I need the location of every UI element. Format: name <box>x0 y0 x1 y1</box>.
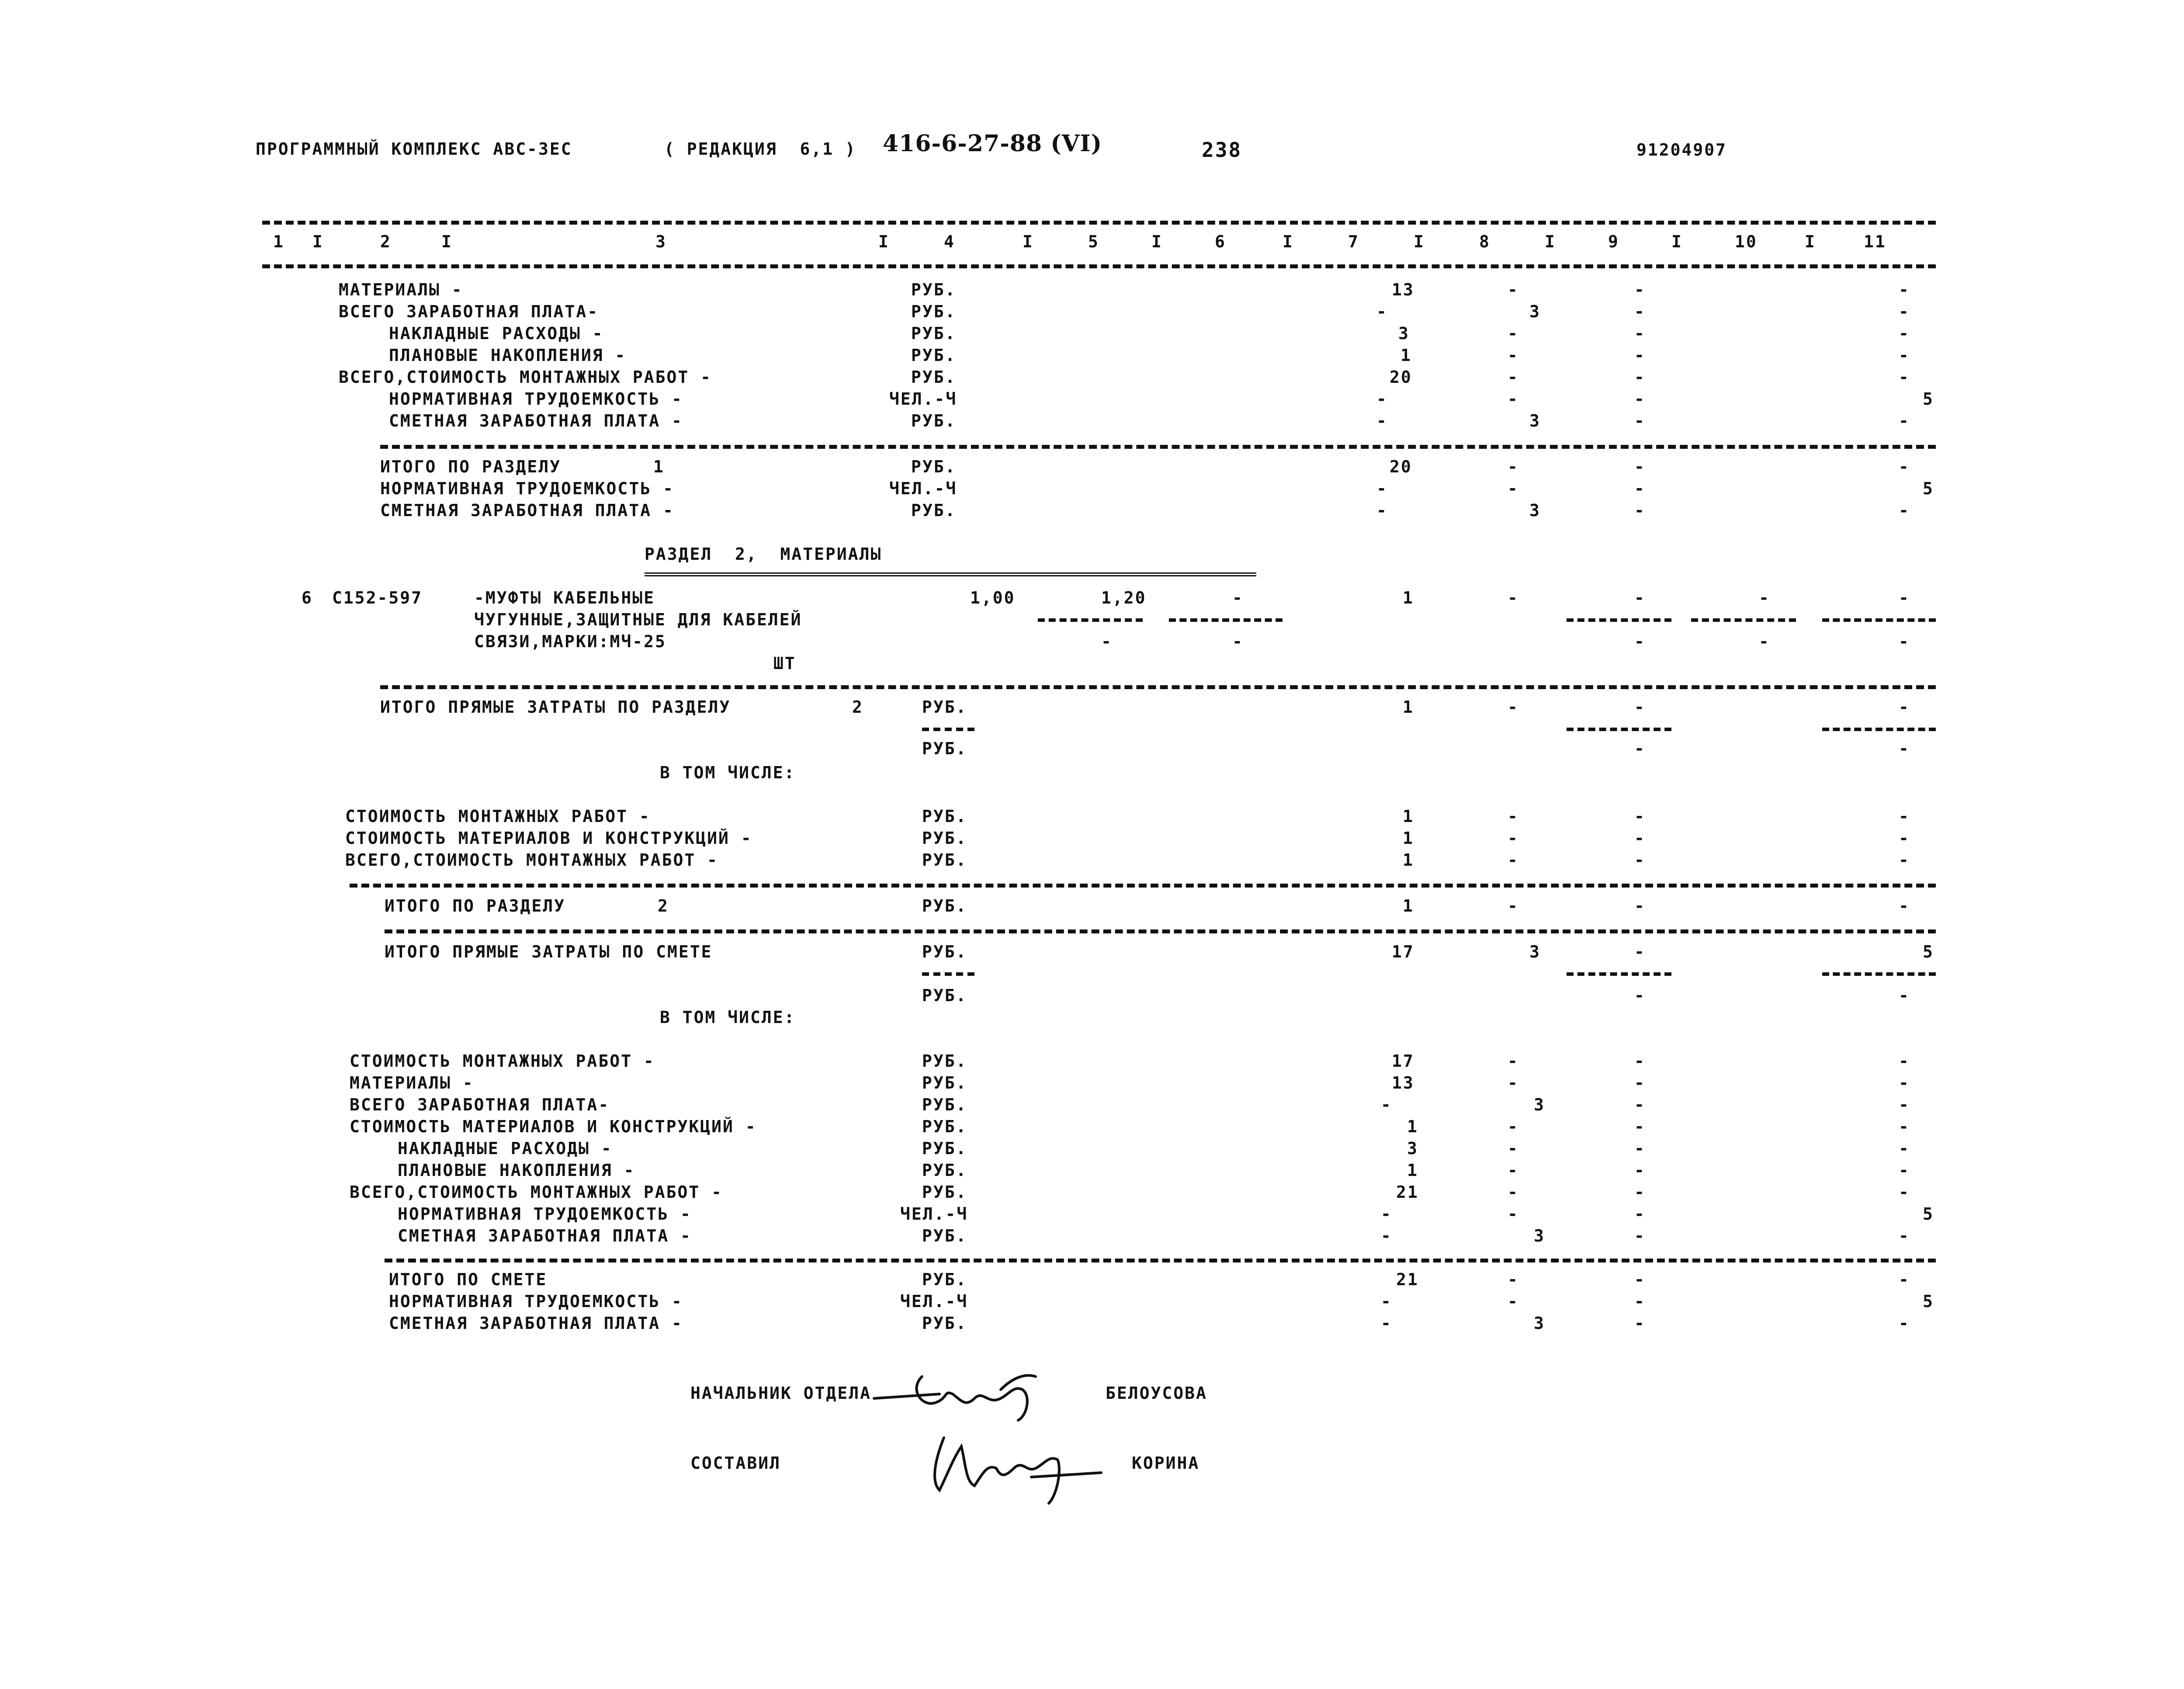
cell-col9: - <box>1634 389 1646 409</box>
cell-col8: - <box>1508 479 1519 498</box>
head-of-department-name: БЕЛОУСОВА <box>1106 1384 1207 1403</box>
rule <box>645 572 1256 576</box>
cell-col11: - <box>1899 829 1910 848</box>
row-unit: РУБ. <box>922 1117 967 1136</box>
item-number: 6 <box>302 588 313 607</box>
page-number: 238 <box>1202 138 1242 162</box>
cell-col7: - <box>1381 1204 1392 1224</box>
cell-col8: 3 <box>1529 411 1541 430</box>
row-label: СТОИМОСТЬ МОНТАЖНЫХ РАБОТ - <box>345 807 651 826</box>
cell-col9: - <box>1634 1095 1646 1114</box>
row-unit: РУБ. <box>922 850 967 870</box>
col-sep: I <box>1414 232 1425 251</box>
cell-col7: 13 <box>1392 280 1414 299</box>
cell-col9: - <box>1634 368 1646 387</box>
cell-col11: - <box>1899 1139 1910 1158</box>
cell-col9: - <box>1634 501 1646 520</box>
cell-col9: - <box>1634 807 1646 826</box>
signature-head <box>870 1363 1071 1429</box>
cell-col8: - <box>1508 697 1519 717</box>
cell-col11: - <box>1899 850 1910 870</box>
cell-col9: - <box>1634 896 1646 916</box>
cell-col11: - <box>1899 280 1910 299</box>
item-name-line: ЧУГУННЫЕ,ЗАЩИТНЫЕ ДЛЯ КАБЕЛЕЙ <box>474 610 802 629</box>
item-name-line: -МУФТЫ КАБЕЛЬНЫЕ <box>474 588 655 607</box>
col-sep: I <box>878 232 890 251</box>
row-label: СТОИМОСТЬ МОНТАЖНЫХ РАБОТ - <box>350 1051 655 1071</box>
cell-col8: - <box>1508 280 1519 299</box>
col-sep: I <box>441 232 453 251</box>
col-sep: I <box>1151 232 1163 251</box>
cell-col7: 1 <box>1403 697 1414 717</box>
cell-col11: - <box>1899 1270 1910 1289</box>
row-label: ВСЕГО,СТОИМОСТЬ МОНТАЖНЫХ РАБОТ - <box>345 850 718 870</box>
cell-col11: - <box>1899 368 1910 387</box>
cell-col9: - <box>1634 302 1646 321</box>
row-label: МАТЕРИАЛЫ - <box>339 280 463 299</box>
col-num-10: 10 <box>1735 232 1758 251</box>
row-unit: РУБ. <box>911 324 957 343</box>
rule <box>1169 618 1283 622</box>
cell-col10: - <box>1759 632 1770 651</box>
cell-col11: 5 <box>1923 1292 1934 1311</box>
signature-compiler <box>918 1420 1119 1508</box>
col-num-9: 9 <box>1608 232 1619 251</box>
cell-col11: - <box>1899 632 1910 651</box>
row-label: НОРМАТИВНАЯ ТРУДОЕМКОСТЬ - <box>380 479 674 498</box>
cell-col9: - <box>1634 1292 1646 1311</box>
row-unit: РУБ. <box>922 986 967 1005</box>
row-label: СМЕТНАЯ ЗАРАБОТНАЯ ПЛАТА - <box>398 1226 692 1245</box>
row-unit: РУБ. <box>922 1183 967 1202</box>
row-label: ВСЕГО ЗАРАБОТНАЯ ПЛАТА- <box>350 1095 610 1114</box>
cell-col8: - <box>1508 457 1519 476</box>
row-label: ИТОГО ПРЯМЫЕ ЗАТРАТЫ ПО СМЕТЕ <box>385 942 713 961</box>
row-unit: РУБ. <box>911 302 957 321</box>
cell-col7: - <box>1376 302 1388 321</box>
col-num-6: 6 <box>1215 232 1226 251</box>
row-label: ВСЕГО,СТОИМОСТЬ МОНТАЖНЫХ РАБОТ - <box>350 1183 723 1202</box>
cell-col9: - <box>1634 1204 1646 1224</box>
cell-col9: - <box>1634 1117 1646 1136</box>
row-unit: РУБ. <box>922 829 967 848</box>
row-unit: РУБ. <box>922 1073 967 1092</box>
row-unit: ЧЕЛ.-Ч <box>889 389 957 409</box>
cell-col11: - <box>1899 1226 1910 1245</box>
cell-col8: 3 <box>1534 1314 1545 1333</box>
item-unit: ШТ <box>773 654 796 673</box>
cell-col7: 1 <box>1403 807 1414 826</box>
rule <box>1567 972 1671 976</box>
cell-col8: 3 <box>1534 1226 1545 1245</box>
cell-col11: - <box>1899 807 1910 826</box>
cell-col4: 1,00 <box>970 588 1016 607</box>
row-unit: РУБ. <box>922 807 967 826</box>
rule <box>1567 618 1671 622</box>
cell-col9: - <box>1634 1073 1646 1092</box>
col-num-3: 3 <box>655 232 667 251</box>
row-unit: РУБ. <box>911 346 957 365</box>
row-unit: РУБ. <box>922 1051 967 1071</box>
compiler-label: СОСТАВИЛ <box>690 1453 781 1473</box>
rule <box>1038 618 1143 622</box>
cell-col7: - <box>1376 501 1388 520</box>
row-label: НАКЛАДНЫЕ РАСХОДЫ - <box>398 1139 613 1158</box>
cell-col11: - <box>1899 1051 1910 1071</box>
cell-col11: - <box>1899 697 1910 717</box>
row-label: СМЕТНАЯ ЗАРАБОТНАЯ ПЛАТА - <box>380 501 674 520</box>
cell-col7: 1 <box>1407 1117 1418 1136</box>
col-sep: I <box>1545 232 1556 251</box>
cell-col8: - <box>1508 389 1519 409</box>
cell-col11: - <box>1899 1095 1910 1114</box>
row-unit: РУБ. <box>911 411 957 430</box>
item-name-line: СВЯЗИ,МАРКИ:МЧ-25 <box>474 632 666 651</box>
cell-col8: 3 <box>1529 942 1541 961</box>
cell-col8: - <box>1508 896 1519 916</box>
program-name: ПРОГРАММНЫЙ КОМПЛЕКС АВС-ЗЕС <box>256 139 572 159</box>
row-label: ВСЕГО,СТОИМОСТЬ МОНТАЖНЫХ РАБОТ - <box>339 368 712 387</box>
row-unit: ЧЕЛ.-Ч <box>889 479 957 498</box>
row-unit: РУБ. <box>922 1314 967 1333</box>
cell-col7: 21 <box>1396 1183 1419 1202</box>
cell-col7: - <box>1376 411 1388 430</box>
row-unit: ЧЕЛ.-Ч <box>900 1204 968 1224</box>
cell-col8: - <box>1508 1270 1519 1289</box>
rule <box>922 728 974 731</box>
row-label: НОРМАТИВНАЯ ТРУДОЕМКОСТЬ - <box>389 1292 683 1311</box>
edition: ( РЕДАКЦИЯ 6,1 ) <box>664 139 856 159</box>
cell-col9: - <box>1634 1139 1646 1158</box>
cell-col11: - <box>1899 1183 1910 1202</box>
cell-col8: - <box>1508 1161 1519 1180</box>
cell-col9: - <box>1634 280 1646 299</box>
row-label: ИТОГО ПО РАЗДЕЛУ <box>385 896 566 916</box>
col-num-2: 2 <box>380 232 392 251</box>
col-num-8: 8 <box>1479 232 1491 251</box>
row-unit: РУБ. <box>922 1161 967 1180</box>
cell-col11: - <box>1899 411 1910 430</box>
row-label: ПЛАНОВЫЕ НАКОПЛЕНИЯ - <box>389 346 627 365</box>
cell-col9: - <box>1634 479 1646 498</box>
cell-col7: - <box>1376 479 1388 498</box>
including-label: В ТОМ ЧИСЛЕ: <box>660 1008 796 1027</box>
col-sep: I <box>312 232 324 251</box>
cell-col11: - <box>1899 896 1910 916</box>
cell-col9: - <box>1634 739 1646 758</box>
cell-col9: - <box>1634 1226 1646 1245</box>
row-label: СТОИМОСТЬ МАТЕРИАЛОВ И КОНСТРУКЦИЙ - <box>345 829 752 848</box>
cell-col7: 1 <box>1407 1161 1418 1180</box>
cell-col7: 1 <box>1401 346 1412 365</box>
row-label: НАКЛАДНЫЕ РАСХОДЫ - <box>389 324 604 343</box>
row-label: НОРМАТИВНАЯ ТРУДОЕМКОСТЬ - <box>389 389 683 409</box>
cell-col8: - <box>1508 829 1519 848</box>
row-unit: РУБ. <box>922 739 967 758</box>
cell-col7: - <box>1376 389 1388 409</box>
rule <box>922 972 974 976</box>
cell-col11: 5 <box>1923 1204 1934 1224</box>
cell-col11: - <box>1899 457 1910 476</box>
rule <box>385 1259 1936 1262</box>
row-label: ИТОГО ПО РАЗДЕЛУ <box>380 457 562 476</box>
cell-col10: - <box>1759 588 1770 607</box>
rule <box>1822 728 1936 731</box>
cell-col8: - <box>1508 807 1519 826</box>
cell-col8: - <box>1508 1292 1519 1311</box>
cell-col8: - <box>1508 368 1519 387</box>
cell-col7: 17 <box>1392 1051 1414 1071</box>
row-label: ПЛАНОВЫЕ НАКОПЛЕНИЯ - <box>398 1161 635 1180</box>
cell-col11: - <box>1899 1161 1910 1180</box>
cell-col11: - <box>1899 739 1910 758</box>
row-unit: ЧЕЛ.-Ч <box>900 1292 968 1311</box>
row-unit: РУБ. <box>922 697 967 717</box>
row-label: ВСЕГО ЗАРАБОТНАЯ ПЛАТА- <box>339 302 599 321</box>
cell-col7: 1 <box>1403 588 1414 607</box>
cell-col9: - <box>1634 632 1646 651</box>
col-num-5: 5 <box>1088 232 1099 251</box>
cell-col7: - <box>1381 1095 1392 1114</box>
rule <box>380 445 1936 449</box>
cell-col7: 21 <box>1396 1270 1419 1289</box>
cell-col7: 3 <box>1398 324 1410 343</box>
cell-col7: - <box>1381 1314 1392 1333</box>
row-unit: РУБ. <box>922 1095 967 1114</box>
cell-col9: - <box>1634 588 1646 607</box>
col-sep: I <box>1023 232 1034 251</box>
row-label: СМЕТНАЯ ЗАРАБОТНАЯ ПЛАТА - <box>389 411 683 430</box>
row-unit: РУБ. <box>922 942 967 961</box>
cell-col7: - <box>1381 1292 1392 1311</box>
cell-col8: - <box>1508 1139 1519 1158</box>
cell-col11: - <box>1899 302 1910 321</box>
cell-col11: 5 <box>1923 389 1934 409</box>
cell-col9: - <box>1634 324 1646 343</box>
cell-col9: - <box>1634 942 1646 961</box>
cell-col9: - <box>1634 346 1646 365</box>
cell-col7: 1 <box>1403 829 1414 848</box>
cell-col8: - <box>1508 1117 1519 1136</box>
row-unit: РУБ. <box>911 280 957 299</box>
row-label: ИТОГО ПО СМЕТЕ <box>389 1270 548 1289</box>
cell-col5: 1,20 <box>1101 588 1147 607</box>
cell-col11: - <box>1899 588 1910 607</box>
cell-col8: - <box>1508 346 1519 365</box>
head-of-department-label: НАЧАЛЬНИК ОТДЕЛА <box>690 1384 872 1403</box>
cell-col11: - <box>1899 1117 1910 1136</box>
rule <box>1822 618 1936 622</box>
item-code: С152-597 <box>332 588 423 607</box>
cell-col9: - <box>1634 1051 1646 1071</box>
cell-col11: - <box>1899 1314 1910 1333</box>
row-label: МАТЕРИАЛЫ - <box>350 1073 474 1092</box>
cell-col11: - <box>1899 324 1910 343</box>
cell-col7: 1 <box>1403 896 1414 916</box>
cell-col8: 3 <box>1529 302 1541 321</box>
row-label: СМЕТНАЯ ЗАРАБОТНАЯ ПЛАТА - <box>389 1314 683 1333</box>
col-num-4: 4 <box>944 232 955 251</box>
row-unit: РУБ. <box>911 457 957 476</box>
cell-col9: - <box>1634 411 1646 430</box>
cell-col8: 3 <box>1534 1095 1545 1114</box>
cell-col7: 20 <box>1390 368 1412 387</box>
compiler-name: КОРИНА <box>1132 1453 1200 1473</box>
cell-col8: - <box>1508 1051 1519 1071</box>
row-unit: РУБ. <box>922 896 967 916</box>
rule <box>385 929 1936 933</box>
cell-col9: - <box>1634 457 1646 476</box>
cell-col8: - <box>1508 1183 1519 1202</box>
col-num-1: 1 <box>273 232 284 251</box>
rule <box>262 264 1936 268</box>
section-number: 2 <box>852 697 863 717</box>
project-code: 416-6-27-88 (VI) <box>883 130 1102 157</box>
rule <box>1567 728 1671 731</box>
cell-col11: - <box>1899 346 1910 365</box>
cell-col9: - <box>1634 1161 1646 1180</box>
col-sep: I <box>1671 232 1683 251</box>
cell-col9: - <box>1634 829 1646 848</box>
section-2-title: РАЗДЕЛ 2, МАТЕРИАЛЫ <box>645 545 882 564</box>
rule <box>1691 618 1796 622</box>
cell-col6: - <box>1232 632 1244 651</box>
row-unit: РУБ. <box>922 1270 967 1289</box>
cell-col9: - <box>1634 850 1646 870</box>
cell-col11: 5 <box>1923 479 1934 498</box>
rule <box>380 685 1936 689</box>
cell-col9: - <box>1634 1270 1646 1289</box>
col-sep: I <box>1283 232 1294 251</box>
cell-col9: - <box>1634 1183 1646 1202</box>
row-unit: РУБ. <box>922 1139 967 1158</box>
section-number: 1 <box>653 457 665 476</box>
cell-col7: 17 <box>1392 942 1414 961</box>
rule <box>1822 972 1936 976</box>
cell-col6: - <box>1232 588 1244 607</box>
cell-col8: - <box>1508 1204 1519 1224</box>
row-unit: РУБ. <box>911 501 957 520</box>
row-unit: РУБ. <box>922 1226 967 1245</box>
cell-col11: 5 <box>1923 942 1934 961</box>
col-num-7: 7 <box>1348 232 1359 251</box>
cell-col9: - <box>1634 986 1646 1005</box>
cell-col7: 1 <box>1403 850 1414 870</box>
cell-col11: - <box>1899 986 1910 1005</box>
cell-col5: - <box>1101 632 1113 651</box>
including-label: В ТОМ ЧИСЛЕ: <box>660 763 796 782</box>
cell-col7: 13 <box>1392 1073 1414 1092</box>
cell-col7: - <box>1381 1226 1392 1245</box>
row-unit: РУБ. <box>911 368 957 387</box>
section-number: 2 <box>658 896 669 916</box>
col-sep: I <box>1805 232 1816 251</box>
cell-col8: - <box>1508 1073 1519 1092</box>
rule <box>350 884 1936 888</box>
cell-col11: - <box>1899 1073 1910 1092</box>
row-label: ИТОГО ПРЯМЫЕ ЗАТРАТЫ ПО РАЗДЕЛУ <box>380 697 731 717</box>
col-num-11: 11 <box>1864 232 1886 251</box>
cell-col9: - <box>1634 697 1646 717</box>
row-label: СТОИМОСТЬ МАТЕРИАЛОВ И КОНСТРУКЦИЙ - <box>350 1117 757 1136</box>
cell-col7: 3 <box>1407 1139 1418 1158</box>
cell-col8: - <box>1508 588 1519 607</box>
cell-col8: - <box>1508 324 1519 343</box>
cell-col8: - <box>1508 850 1519 870</box>
cell-col7: 20 <box>1390 457 1412 476</box>
cell-col11: - <box>1899 501 1910 520</box>
cell-col9: - <box>1634 1314 1646 1333</box>
cell-col8: 3 <box>1529 501 1541 520</box>
row-label: НОРМАТИВНАЯ ТРУДОЕМКОСТЬ - <box>398 1204 692 1224</box>
document-id: 91204907 <box>1636 140 1727 160</box>
rule <box>262 221 1936 225</box>
